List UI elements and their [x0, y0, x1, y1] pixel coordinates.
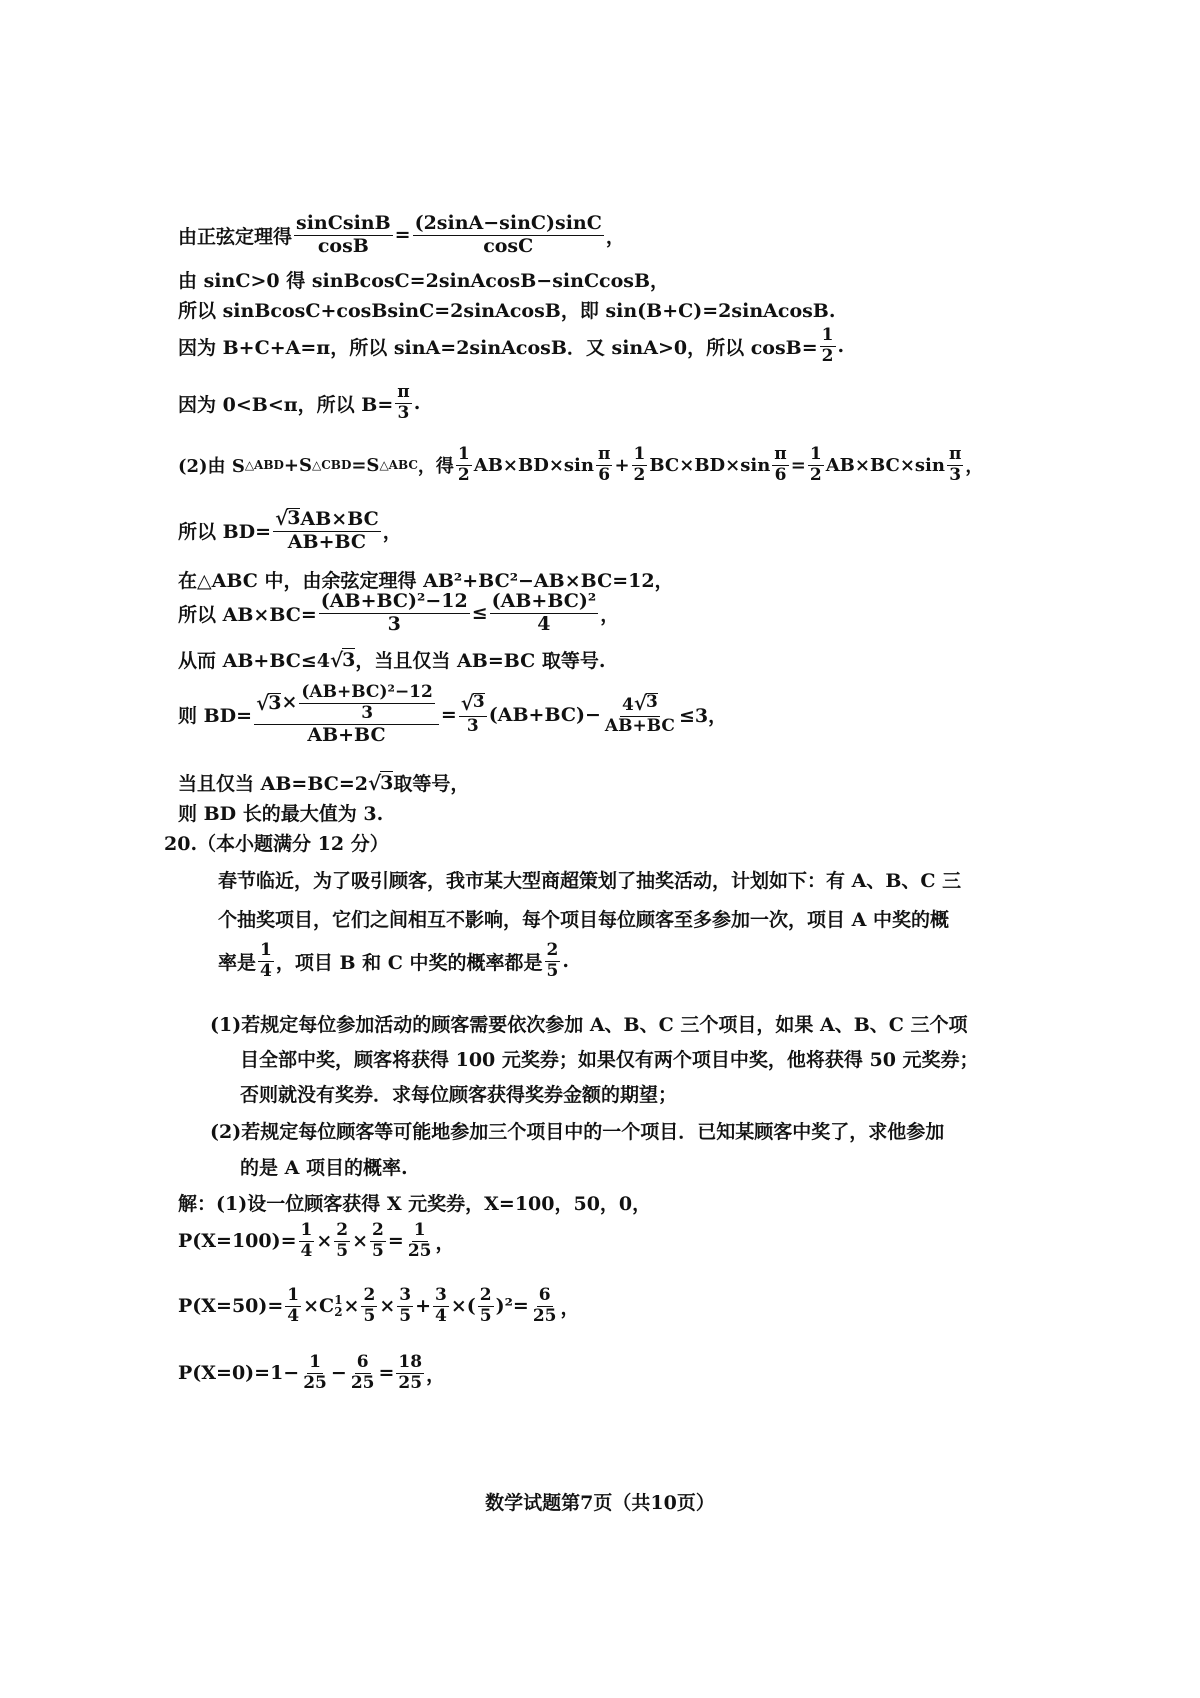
text: 则 BD= [178, 705, 253, 728]
numerator: 1 [633, 444, 646, 464]
punct: . [837, 335, 845, 358]
numerator [620, 693, 660, 717]
numerator: 6 [538, 1285, 551, 1305]
text: (AB+BC)− [488, 703, 601, 726]
radicand: 3 [472, 692, 485, 713]
denominator: 2 [821, 345, 834, 366]
text: AB×BC×sin [825, 454, 945, 476]
denominator: 6 [774, 464, 787, 485]
radicand: 3 [380, 771, 394, 794]
numerator [459, 693, 487, 717]
punct: ， [605, 225, 625, 248]
sqrt: √ 3 [330, 647, 356, 672]
denominator: 4 [537, 612, 551, 635]
text: ，得 [417, 456, 454, 478]
text: ，当且仅当 AB=BC 取等号. [355, 650, 606, 672]
subscript: △ABD [244, 458, 284, 473]
sqrt: √ 3 [633, 691, 658, 716]
punct: ， [965, 456, 984, 478]
radicand: 3 [342, 648, 356, 671]
numerator: 2 [336, 1220, 349, 1240]
solution-start: 解：(1)设一位顾客获得 X 元奖券，X=100，50，0， [178, 1193, 652, 1215]
text: 所以 AB×BC= [178, 603, 317, 626]
text: ×C [303, 1295, 335, 1318]
numerator: 1 [413, 1220, 426, 1240]
solution-line [178, 769, 469, 796]
fraction [370, 1222, 386, 1261]
denominator: 3 [387, 612, 401, 635]
question-20-heading: 20.（本小题满分 12 分） [164, 833, 389, 855]
denominator: cosC [483, 234, 534, 257]
punct: ， [382, 520, 402, 543]
prob-x-100 [178, 1222, 455, 1261]
denominator: 4 [300, 1240, 313, 1261]
combination-index [334, 1294, 342, 1318]
numerator [254, 684, 439, 725]
solution-line-area [178, 446, 983, 485]
prob-x-50 [178, 1287, 580, 1326]
text: 4 [622, 695, 634, 716]
fraction [299, 684, 434, 723]
text: 当且仅当 AB=BC=2 [178, 773, 369, 795]
punct: ， [600, 603, 620, 626]
sqrt: √ 3 [368, 770, 394, 795]
fraction [349, 1354, 377, 1393]
solution-line-ineq [178, 592, 619, 635]
text: 由正弦定理得 [178, 225, 293, 248]
sqrt: √ 3 [275, 506, 301, 530]
subscript: △ABC [379, 458, 418, 473]
fraction [301, 1354, 329, 1393]
denominator: 5 [363, 1305, 376, 1326]
fraction [319, 592, 470, 635]
numerator: (2sinA−sinC)sinC [414, 212, 602, 234]
radicand: 3 [287, 507, 301, 529]
text: 因为 0<B<π，所以 B= [178, 393, 394, 416]
superscript: 1 [334, 1293, 343, 1308]
numerator: π [948, 444, 962, 464]
numerator: sinCsinB [296, 212, 391, 234]
fraction [397, 1287, 413, 1326]
solution-line [178, 646, 606, 673]
text: (2)由 S [178, 456, 245, 478]
text: = [387, 1230, 404, 1253]
numerator: 6 [356, 1352, 369, 1372]
fraction [478, 1287, 494, 1326]
fraction [820, 327, 836, 366]
numerator: 1 [809, 444, 822, 464]
equals: = [394, 224, 411, 247]
solution-line-sine-law [178, 214, 625, 257]
radicand: 3 [646, 692, 658, 713]
question-text: 个抽奖项目，它们之间相互不影响，每个项目每位顾客至多参加一次，项目 A 中奖的概 [218, 909, 949, 931]
text: + [614, 454, 630, 476]
denominator: 2 [457, 464, 470, 485]
text: × [316, 1230, 333, 1253]
solution-line-BD [178, 508, 402, 553]
numerator: 2 [363, 1285, 376, 1305]
denominator: 25 [303, 1372, 327, 1393]
fraction [603, 693, 677, 736]
solution-line-B [178, 384, 420, 423]
fraction [490, 592, 599, 635]
sub-question-1-cont: 否则就没有奖券．求每位顾客获得奖券金额的期望； [240, 1084, 678, 1106]
numerator: π [774, 444, 787, 464]
denominator: 5 [372, 1240, 384, 1261]
solution-line-BD-bound [178, 684, 727, 746]
fraction [413, 214, 604, 257]
text: × [281, 691, 298, 714]
solution-line: 则 BD 长的最大值为 3. [178, 803, 384, 825]
numerator: 2 [546, 940, 559, 960]
numerator: (AB+BC)²−12 [320, 590, 468, 612]
solution-line: 由 sinC>0 得 sinBcosC=2sinAcosB−sinCcosB， [178, 270, 670, 292]
text: × [352, 1230, 369, 1253]
text: 所以 BD= [178, 520, 272, 543]
denominator: 5 [479, 1305, 492, 1326]
fraction [808, 446, 824, 485]
text: P(X=50)= [178, 1295, 284, 1318]
numerator: 1 [309, 1352, 321, 1372]
fraction [299, 1222, 315, 1261]
text: × [343, 1295, 360, 1318]
fraction [406, 1222, 434, 1261]
numerator: 1 [287, 1285, 300, 1305]
text: = [378, 1362, 395, 1385]
prob-x-0 [178, 1354, 445, 1393]
numerator: 1 [260, 940, 272, 960]
numerator: π [397, 382, 410, 402]
subscript: △CBD [312, 458, 352, 473]
text: = [440, 703, 457, 726]
sub-question-1: (1)若规定每位参加活动的顾客需要依次参加 A、B、C 三个项目，如果 A、B、C 三个项 [210, 1014, 968, 1036]
denominator: AB+BC [307, 723, 386, 746]
fraction [395, 384, 411, 423]
fraction [258, 942, 274, 981]
sqrt: √ 3 [256, 690, 282, 715]
text: + [415, 1295, 431, 1318]
denominator: 6 [598, 464, 611, 485]
fraction [772, 446, 788, 485]
text: × [379, 1295, 396, 1318]
solution-line: 在△ABC 中，由余弦定理得 AB²+BC²−AB×BC=12， [178, 570, 674, 592]
text: ≤3， [678, 705, 728, 728]
fraction [361, 1287, 377, 1326]
numerator: 3 [435, 1285, 447, 1305]
numerator: 3 [399, 1285, 412, 1305]
solution-line-cosB [178, 327, 844, 366]
denominator: 5 [546, 960, 559, 981]
subscript: 2 [334, 1305, 343, 1320]
solution-line: 所以 sinBcosC+cosBsinC=2sinAcosB，即 sin(B+C)=2sinAcosB. [178, 300, 836, 322]
text: P(X=0)=1− [178, 1362, 300, 1385]
text: AB×BC [300, 508, 379, 530]
fraction [459, 693, 487, 736]
denominator: 25 [398, 1372, 423, 1393]
fraction [596, 446, 612, 485]
denominator: 25 [407, 1240, 432, 1261]
numerator: 2 [479, 1285, 492, 1305]
punct: . [413, 392, 421, 415]
denominator: 4 [287, 1305, 300, 1326]
denominator: AB+BC [604, 716, 675, 737]
numerator: π [597, 444, 611, 464]
text: = [790, 454, 806, 476]
denominator: 5 [336, 1240, 349, 1261]
denominator: 4 [260, 960, 272, 981]
denominator: 2 [809, 464, 822, 485]
numerator: (AB+BC)²−12 [301, 682, 433, 702]
punct: . [562, 950, 569, 973]
denominator: 25 [350, 1372, 375, 1393]
numerator [273, 508, 381, 532]
denominator: 2 [633, 464, 646, 485]
text: 取等号， [393, 773, 470, 795]
text: 从而 AB+BC≤4 [178, 650, 331, 672]
fraction [456, 446, 472, 485]
fraction [531, 1287, 559, 1326]
fraction [294, 214, 393, 257]
denominator: 3 [466, 716, 479, 737]
text: ，项目 B 和 C 中奖的概率都是 [275, 951, 543, 974]
numerator: (AB+BC)² [491, 590, 597, 612]
text: ≤ [471, 602, 488, 625]
text: )²= [495, 1295, 529, 1318]
text: 因为 B+C+A=π，所以 sinA=2sinAcosB．又 sinA>0，所以 cosB= [178, 336, 818, 359]
punct: ， [426, 1363, 446, 1386]
sub-question-2: (2)若规定每位顾客等可能地参加三个项目中的一个项目．已知某顾客中奖了，求他参加 [210, 1121, 945, 1143]
text: 率是 [218, 951, 257, 974]
denominator: 3 [397, 402, 410, 423]
numerator: 2 [372, 1220, 384, 1240]
numerator: 1 [300, 1220, 313, 1240]
fraction [285, 1287, 301, 1326]
punct: ， [560, 1296, 580, 1319]
denominator: cosB [317, 234, 369, 257]
question-text-probabilities [218, 942, 569, 981]
text: BC×BD×sin [649, 454, 771, 476]
numerator: 18 [398, 1352, 423, 1372]
page-footer: 数学试题第7页（共10页） [485, 1492, 715, 1514]
sub-question-1-cont: 目全部中奖，顾客将获得 100 元奖券；如果仅有两个项目中奖，他将获得 50 元奖券； [240, 1049, 979, 1071]
fraction [334, 1222, 350, 1261]
text: AB×BD×sin [473, 454, 594, 476]
sqrt: √ 3 [460, 691, 485, 716]
fraction [433, 1287, 449, 1326]
numerator: 1 [457, 444, 470, 464]
denominator: 4 [435, 1305, 447, 1326]
sub-question-2-cont: 的是 A 项目的概率. [240, 1157, 408, 1179]
fraction [396, 1354, 424, 1393]
denominator: 3 [949, 464, 962, 485]
fraction [632, 446, 648, 485]
text: +S [283, 454, 313, 476]
fraction [254, 684, 439, 746]
denominator: 3 [361, 702, 374, 723]
fraction [545, 942, 561, 981]
fraction [273, 508, 381, 553]
punct: ， [435, 1231, 455, 1254]
text: P(X=100)= [178, 1230, 297, 1253]
question-text: 春节临近，为了吸引顾客，我市某大型商超策划了抽奖活动，计划如下：有 A、B、C 三 [218, 870, 962, 892]
denominator: 25 [532, 1305, 557, 1326]
text: =S [351, 454, 380, 476]
text: − [330, 1362, 347, 1385]
denominator: 5 [399, 1305, 412, 1326]
text: ×( [450, 1295, 476, 1318]
denominator: AB+BC [287, 530, 367, 553]
numerator: 1 [821, 325, 834, 345]
radicand: 3 [268, 691, 282, 714]
fraction [947, 446, 963, 485]
